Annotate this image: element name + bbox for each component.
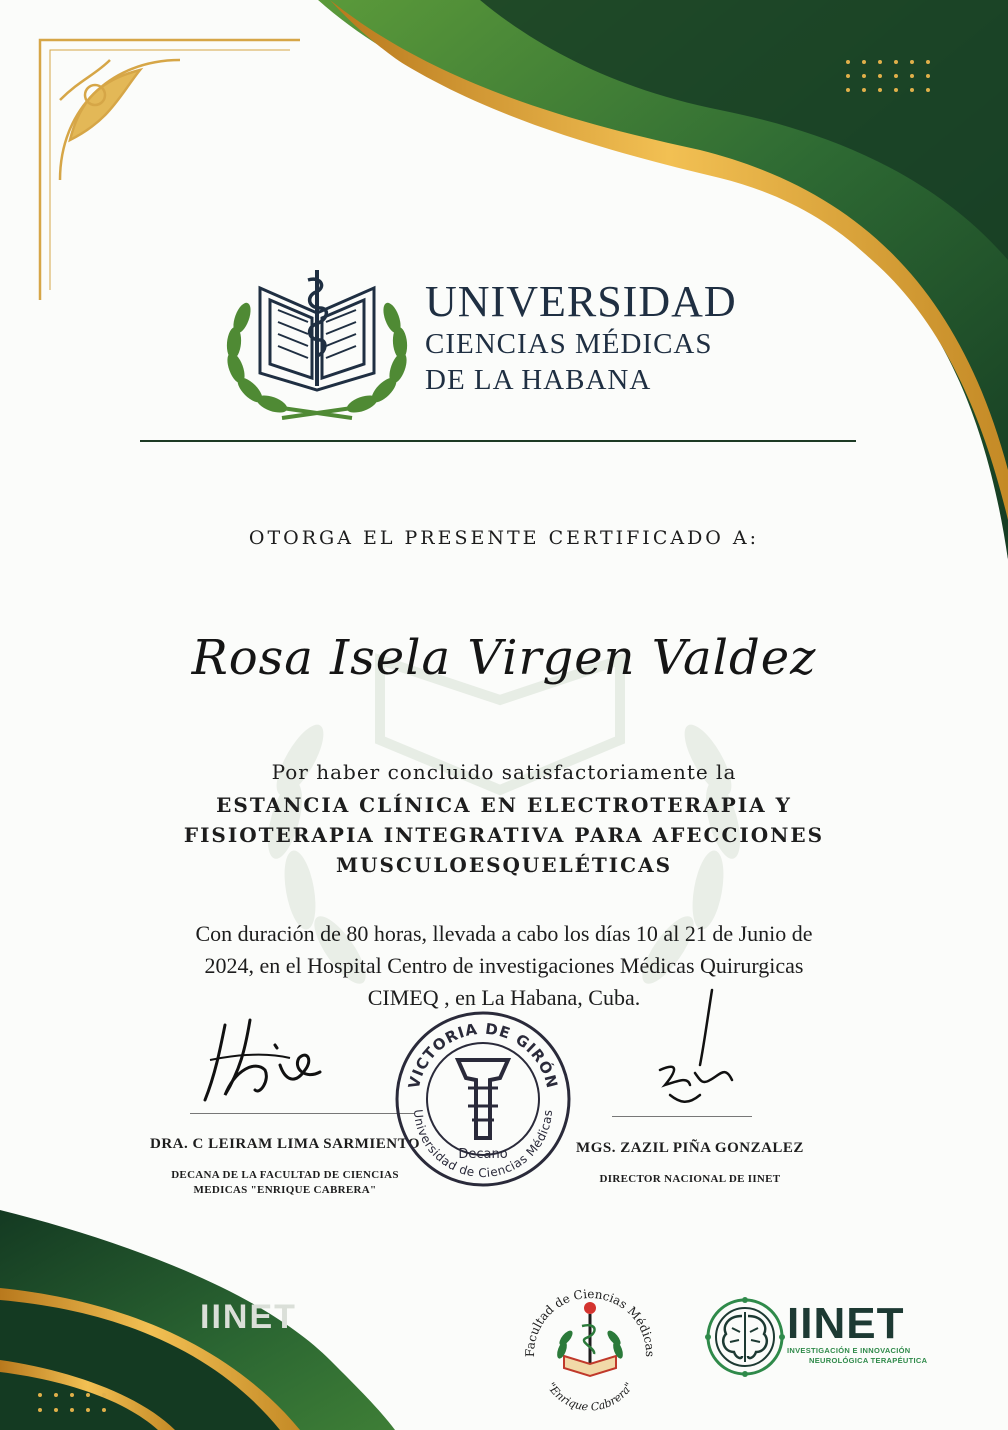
reason-intro: Por haber concluido satisfactoriamente la xyxy=(271,760,737,784)
svg-text:"Enrique Cabrera" xyxy=(544,1380,635,1413)
faculty-bottom-text: "Enrique Cabrera" xyxy=(544,1380,636,1414)
university-name xyxy=(425,277,785,398)
left-signature-icon xyxy=(195,1010,345,1110)
stamp-top-text: VICTORIA DE GIRÓN xyxy=(404,1019,562,1091)
right-role-line-1: DIRECTOR NACIONAL DE IINET xyxy=(599,1173,781,1185)
course-line-2: FISIOTERAPIA INTEGRATIVA PARA AFECCIONES xyxy=(183,823,825,847)
duration-line-2: 2024, en el Hospital Centro de investigaciones Médicas Quirurgicas xyxy=(204,953,804,978)
svg-text:Universidad de Ciencias Médica xyxy=(411,1109,555,1180)
course-title xyxy=(0,790,1008,880)
faculty-logo-icon xyxy=(516,1268,664,1416)
right-signatory-name: MGS. ZAZIL PIÑA GONZALEZ xyxy=(576,1140,804,1156)
recipient-name: Rosa Isela Virgen Valdez xyxy=(191,630,817,686)
university-line-3: DE LA HABANA xyxy=(425,364,652,396)
course-line-1: ESTANCIA CLÍNICA EN ELECTROTERAPIA Y xyxy=(216,793,792,817)
faculty-arc-text: Facultad de Ciencias Médicas xyxy=(522,1286,658,1358)
left-role-line-2: MEDICAS "ENRIQUE CABRERA" xyxy=(193,1184,377,1196)
right-signature-line xyxy=(612,1116,752,1117)
left-role-line-1: DECANA DE LA FACULTAD DE CIENCIAS xyxy=(171,1169,399,1181)
university-line-1: UNIVERSIDAD xyxy=(425,277,737,326)
course-line-3: MUSCULOESQUELÉTICAS xyxy=(335,853,673,877)
right-signature-icon xyxy=(640,985,740,1115)
university-line-2: CIENCIAS MÉDICAS xyxy=(425,328,713,360)
duration-text xyxy=(120,918,888,1014)
iinet-watermark: IINET xyxy=(200,1298,297,1336)
university-logo-icon xyxy=(212,258,422,428)
iinet-name: IINET xyxy=(787,1299,905,1348)
stamp-center-text: Decano xyxy=(458,1147,508,1162)
iinet-sub-2: NEUROLÓGICA TERAPÉUTICA xyxy=(809,1356,928,1365)
stamp-bottom-text: Universidad de Ciencias Médicas xyxy=(410,1108,556,1180)
duration-line-1: Con duración de 80 horas, llevada a cabo los días 10 al 21 de Junio de xyxy=(195,921,813,946)
header-divider xyxy=(140,440,856,442)
iinet-brain-icon xyxy=(704,1296,786,1378)
grant-text: OTORGA EL PRESENTE CERTIFICADO A: xyxy=(248,527,760,549)
stamp-text xyxy=(392,1008,574,1190)
right-signatory-role xyxy=(560,1172,820,1187)
left-signatory-name: DRA. C LEIRAM LIMA SARMIENTO xyxy=(150,1136,420,1152)
iinet-sub-1: INVESTIGACIÓN E INNOVACIÓN xyxy=(787,1346,911,1355)
iinet-logo-text xyxy=(787,1299,947,1366)
left-signature-line xyxy=(190,1113,415,1114)
svg-text:VICTORIA DE GIRÓN xyxy=(405,1020,561,1091)
duration-line-3: CIMEQ , en La Habana, Cuba. xyxy=(367,985,641,1010)
